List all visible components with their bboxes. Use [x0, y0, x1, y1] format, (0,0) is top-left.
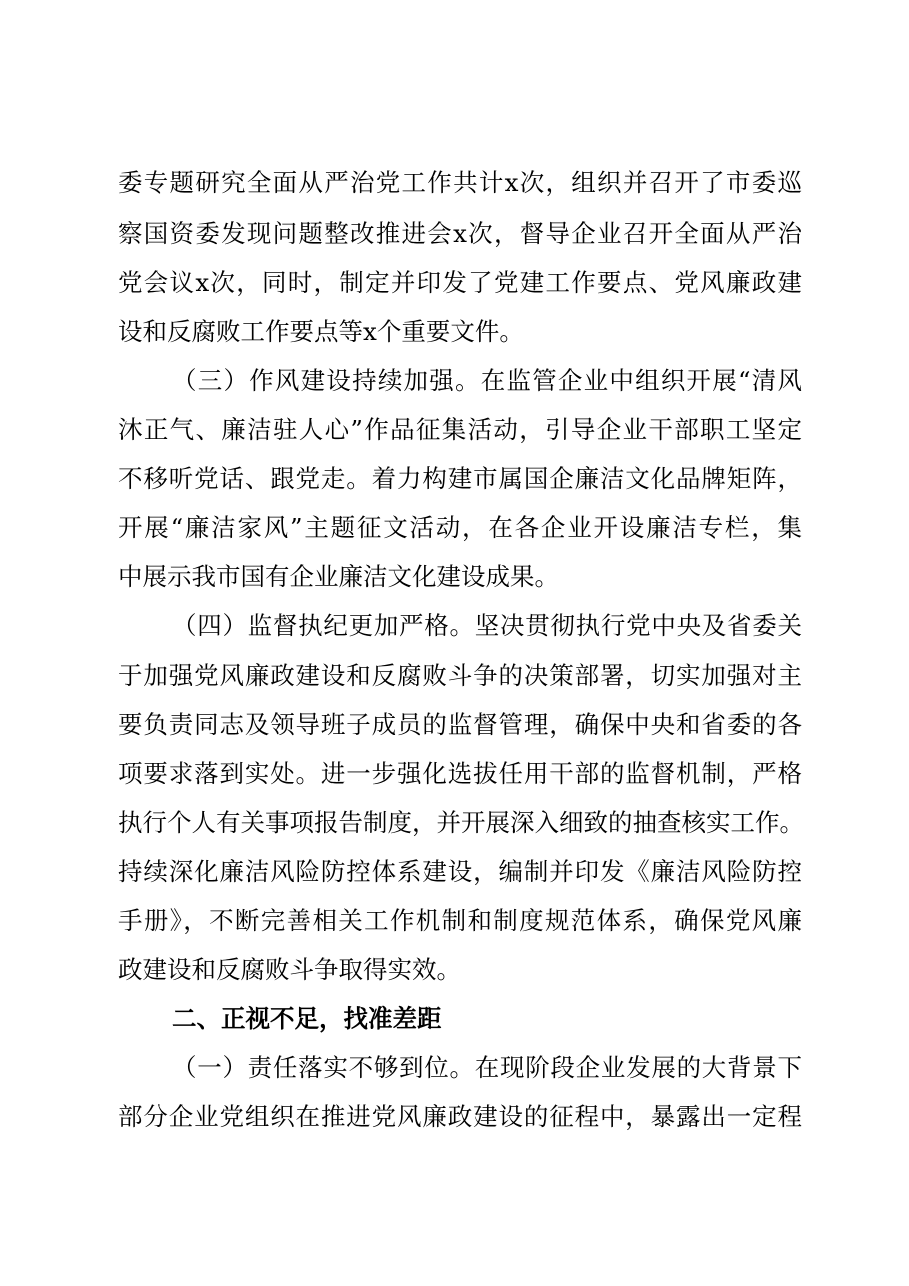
paragraph-line: 项要求落到实处。进一步强化选拔任用干部的监督机制，严格: [118, 759, 802, 788]
paragraph-line: （一）责任落实不够到位。在现阶段企业发展的大背景下: [172, 1053, 802, 1082]
paragraph-line: （四）监督执纪更加严格。坚决贯彻执行党中央及省委关: [172, 611, 802, 640]
paragraph-line: 设和反腐败工作要点等x个重要文件。: [118, 317, 524, 346]
paragraph-line: 持续深化廉洁风险防控体系建设，编制并印发《廉洁风险防控: [118, 857, 802, 886]
section-heading: 二、正视不足，找准差距: [172, 1004, 442, 1033]
paragraph-line: 手册》，不断完善相关工作机制和制度规范体系，确保党风廉: [118, 906, 802, 935]
paragraph-line: 察国资委发现问题整改推进会x次，督导企业召开全面从严治: [118, 219, 802, 248]
paragraph-line: 于加强党风廉政建设和反腐败斗争的决策部署，切实加强对主: [118, 661, 802, 690]
paragraph-line: 要负责同志及领导班子成员的监督管理，确保中央和省委的各: [118, 710, 802, 739]
paragraph-line: 政建设和反腐败斗争取得实效。: [118, 955, 461, 984]
paragraph-line: 不移听党话、跟党走。着力构建市属国企廉洁文化品牌矩阵，: [118, 464, 802, 493]
paragraph-line: 部分企业党组织在推进党风廉政建设的征程中，暴露出一定程: [118, 1102, 802, 1131]
paragraph-line: （三）作风建设持续加强。在监管企业中组织开展“清风: [172, 366, 802, 395]
paragraph-line: 执行个人有关事项报告制度，并开展深入细致的抽查核实工作。: [118, 808, 804, 837]
paragraph-line: 党会议x次，同时，制定并印发了党建工作要点、党风廉政建: [118, 268, 802, 297]
paragraph-line: 开展“廉洁家风”主题征文活动，在各企业开设廉洁专栏，集: [118, 513, 802, 542]
paragraph-line: 委专题研究全面从严治党工作共计x次，组织并召开了市委巡: [118, 168, 802, 197]
paragraph-line: 沐正气、廉洁驻人心”作品征集活动，引导企业干部职工坚定: [118, 415, 802, 444]
paragraph-line: 中展示我市国有企业廉洁文化建设成果。: [118, 562, 559, 591]
